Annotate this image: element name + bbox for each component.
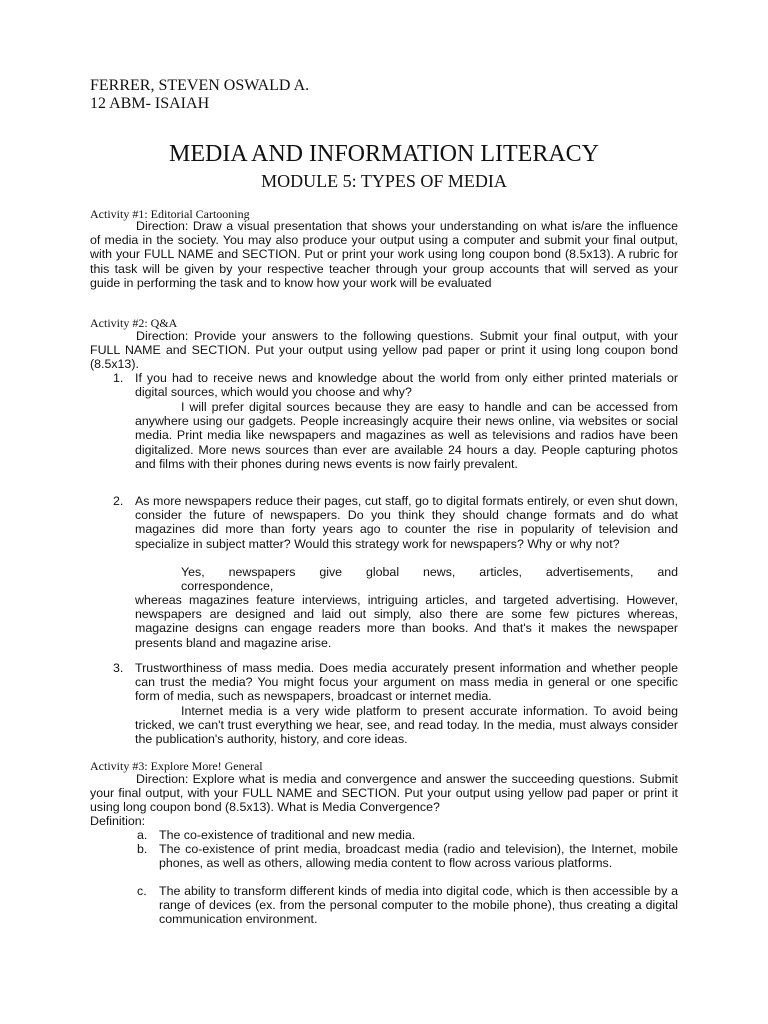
question-number: 3. (113, 661, 124, 675)
answer-text: I will prefer digital sources because they are easy to handle and can be accessed from anywhere using our gadgets. People increasingly acquire their news online, via websites or social media. Print media like newspapers and magazines as well as televisions and radios have been digitalized. More news sources than ever are available 24 hours a day. People capturing photos and films with their phones during news events is now fairly prevalent. (135, 400, 678, 471)
answer-text: Yes, newspapers give global news, articles, advertisements, and (181, 565, 678, 579)
answer-text: whereas magazines feature interviews, intriguing articles, and targeted advertising. However, newspapers are designed and laid out simply, also there are some few pictures whereas, magazine designs can engage readers more than books. And that's it makes the newspaper presents bland and magazine arise. (135, 593, 678, 650)
activity-1-title: Activity #1: Editorial Cartooning (90, 207, 250, 221)
student-name: FERRER, STEVEN OSWALD A. (90, 77, 310, 94)
definition-letter: c. (137, 884, 147, 898)
definition-item: The co-existence of print media, broadcast media (radio and television), the Internet, mobile phones, as well as others, allowing media content to flow across various platforms. (159, 842, 678, 871)
activity-1-direction: Direction: Draw a visual presentation that shows your understanding on what is/are the influence of media in the society. You may also produce your output using a computer and submit your final output, with your FULL NAME and SECTION. Put or print your work using long coupon bond (8.5x13). A rubric for this task will be given by your respective teacher through your group accounts that will served as your guide in performing the task and to know how your work will be evaluated (90, 219, 678, 290)
question-text: If you had to receive news and knowledge about the world from only either printed materials or digital sources, which would you choose and why? (135, 371, 678, 400)
student-section: 12 ABM- ISAIAH (90, 95, 210, 112)
document-subtitle: MODULE 5: TYPES OF MEDIA (261, 171, 507, 191)
activity-3-direction: Direction: Explore what is media and convergence and answer the succeeding questions. Submit your final output, with your FULL NAME and SECTION. Put your output using yellow pad paper or print it using long coupon bond (8.5x13). What is Media Convergence? (90, 772, 678, 815)
question-text: Trustworthiness of mass media. Does media accurately present information and whether people can trust the media? You might focus your argument on mass media in general or one specific form of media, such as newspapers, broadcast or internet media. (135, 661, 678, 704)
question-number: 1. (113, 371, 124, 385)
definition-letter: b. (137, 842, 148, 856)
activity-3-title: Activity #3: Explore More! General (90, 759, 263, 773)
definition-label: Definition: (90, 814, 146, 828)
question-text: As more newspapers reduce their pages, cut staff, go to digital formats entirely, or even shut down, consider the future of newspapers. Do you think they should change formats and do what magazines did more than forty years ago to counter the rise in popularity of television and specialize in subject matter? Would this strategy work for newspapers? Why or why not? (135, 494, 678, 551)
definition-letter: a. (137, 828, 148, 842)
activity-2-title: Activity #2: Q&A (90, 316, 178, 330)
activity-2-direction: Direction: Provide your answers to the following questions. Submit your final output, with your FULL NAME and SECTION. Put your output using yellow pad paper or print it using long coupon bond (8.5x13). (90, 329, 678, 372)
definition-item: The ability to transform different kinds of media into digital code, which is then accessible by a range of devices (ex. from the personal computer to the mobile phone), thus creating a digital communication environment. (159, 884, 678, 927)
answer-text: Internet media is a very wide platform to present accurate information. To avoid being tricked, we can't trust everything we hear, see, and read today. In the media, must always consider the publication's authority, history, and core ideas. (135, 704, 678, 747)
definition-item: The co-existence of traditional and new media. (159, 828, 416, 842)
question-number: 2. (113, 494, 124, 508)
answer-text: correspondence, (181, 579, 274, 593)
document-title: MEDIA AND INFORMATION LITERACY (169, 141, 599, 167)
